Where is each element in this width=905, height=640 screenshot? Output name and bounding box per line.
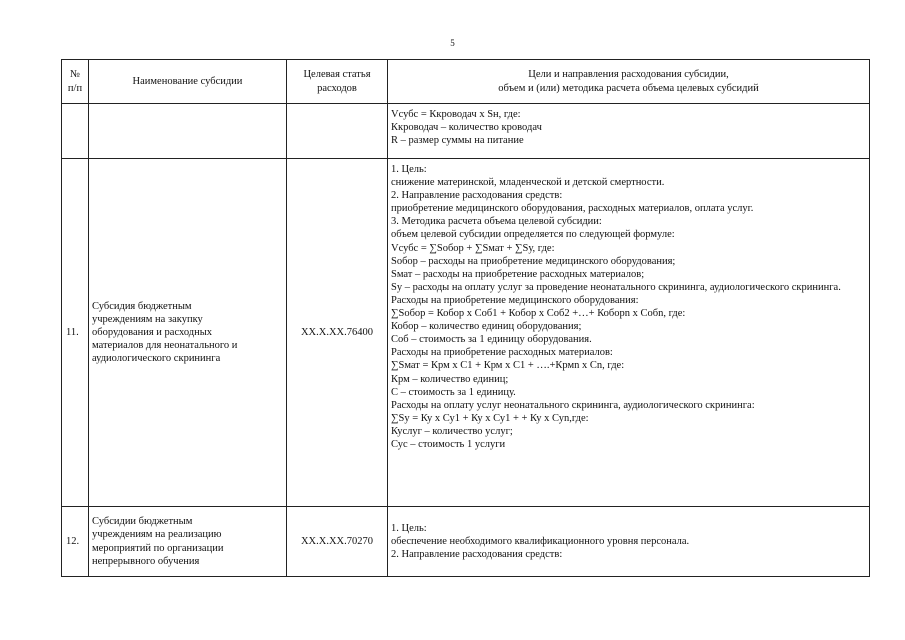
table-row — [62, 104, 870, 159]
table-row — [62, 159, 870, 507]
row-num: 12. — [62, 507, 89, 577]
row-code: XX.X.XX.76400 — [287, 159, 388, 507]
goals-line: Куслуг – количество услуг; — [391, 425, 513, 437]
goals-line: Соб – стоимость за 1 единицу оборудования. — [391, 334, 592, 346]
header-name: Наименование субсидии — [89, 60, 287, 104]
goals-line: Кобор – количество единиц оборудования; — [391, 321, 582, 333]
table-row — [62, 507, 870, 577]
name-line: учреждениям на реализацию — [92, 529, 222, 541]
subsidy-table — [61, 59, 870, 577]
name-line: материалов для неонатального и — [92, 340, 238, 352]
goals-line: Расходы на оплату услуг неонатального скрининга, аудиологического скрининга: — [391, 399, 755, 411]
goals-line: С – стоимость за 1 единицу. — [391, 386, 516, 398]
goals-line: Сус – стоимость 1 услуги — [391, 438, 506, 450]
goals-line: Vсубс = ∑Sобор + ∑Sмат + ∑Sу, где: — [391, 242, 555, 254]
goals-line: объем целевой субсидии определяется по следующей формуле: — [391, 229, 675, 241]
goals-line: приобретение медицинского оборудования, расходных материалов, оплата услуг. — [391, 203, 754, 215]
header-num-line: № — [69, 69, 81, 81]
header-code — [287, 60, 388, 104]
header-goals-line: Цели и направления расходования субсидии, — [528, 69, 729, 81]
name-line: аудиологического скрининга — [92, 353, 221, 365]
name-line: учреждениям на закупку — [92, 313, 203, 325]
row-name — [89, 159, 287, 507]
goals-line: 3. Методика расчета объема целевой субсидии: — [391, 216, 602, 228]
goals-line: Sу – расходы на оплату услуг за проведение неонатального скрининга, аудиологического скрининга. — [391, 281, 841, 293]
goals-line: Расходы на приобретение медицинского оборудования: — [391, 294, 639, 306]
goals-line: обеспечение необходимого квалификационного уровня персонала. — [391, 535, 690, 547]
header-goals-line: объем и (или) методика расчета объема целевых субсидий — [498, 82, 759, 94]
row-code: XX.X.XX.70270 — [287, 507, 388, 577]
goals-line: ∑Sмат = Крм х С1 + Крм х С1 + ….+Крмn х Сn, где: — [391, 360, 625, 372]
header-num — [62, 60, 89, 104]
row-code — [287, 104, 388, 159]
goals-line: Sобор – расходы на приобретение медицинского оборудования; — [391, 255, 676, 267]
row-goals — [388, 159, 870, 507]
row-goals — [388, 507, 870, 577]
name-line: оборудования и расходных — [92, 326, 213, 338]
goals-line: ∑Sобор = Кобор х Соб1 + Кобор х Соб2 +…+ Коборn х Собn, где: — [391, 308, 686, 320]
name-line: Субсидии бюджетным — [92, 516, 193, 528]
row-name — [89, 507, 287, 577]
page-number: 5 — [450, 38, 455, 48]
row-num — [62, 104, 89, 159]
goals-line: ∑Sу = Ку х Су1 + Ку х Су1 + + Ку х Суn,где: — [391, 412, 589, 424]
row-goals — [388, 104, 870, 159]
goals-line: снижение материнской, младенческой и детской смертности. — [391, 177, 665, 189]
table-header-row — [62, 60, 870, 104]
goals-line: Sмат – расходы на приобретение расходных материалов; — [391, 268, 645, 280]
goals-line: Vсубс = Ккроводач х Sн, где: — [391, 109, 521, 120]
name-line: Субсидия бюджетным — [92, 300, 192, 312]
goals-line: Ккроводач – количество кроводач — [391, 122, 542, 134]
header-goals — [388, 60, 870, 104]
goals-line: 2. Направление расходования средств: — [391, 190, 563, 202]
row-name — [89, 104, 287, 159]
name-line: мероприятий по организации — [92, 542, 224, 554]
goals-line: 2. Направление расходования средств: — [391, 549, 563, 561]
header-num-line: п/п — [67, 82, 83, 94]
goals-line: Крм – количество единиц; — [391, 373, 509, 385]
goals-line: 1. Цель: — [391, 164, 427, 175]
name-line: непрерывного обучения — [92, 555, 200, 567]
header-code-line: расходов — [317, 82, 357, 94]
goals-line: 1. Цель: — [391, 522, 427, 534]
goals-line: Расходы на приобретение расходных материалов: — [391, 347, 613, 359]
row-num: 11. — [62, 159, 89, 507]
header-code-line: Целевая статья — [303, 69, 371, 81]
goals-line: R – размер суммы на питание — [391, 135, 524, 147]
